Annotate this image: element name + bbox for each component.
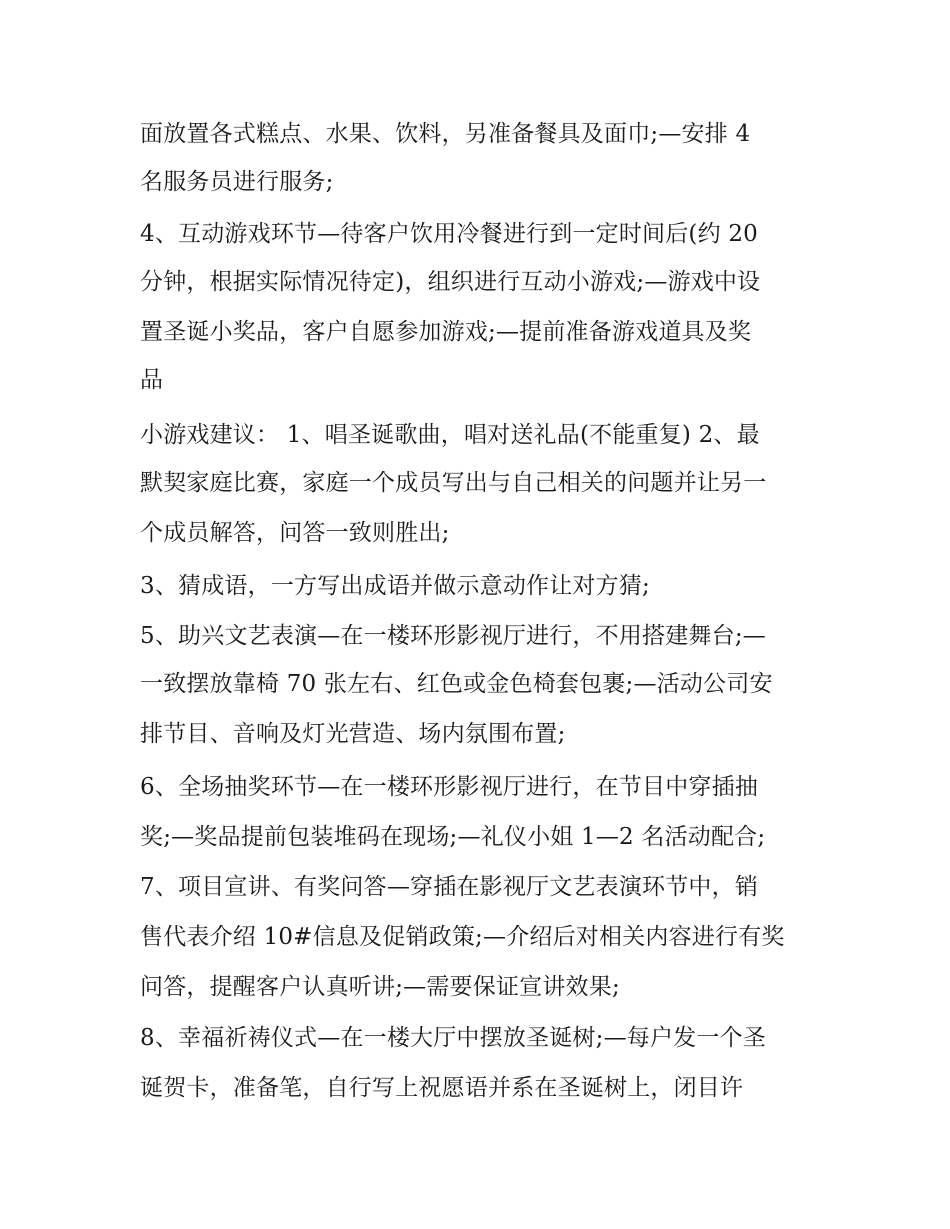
text-line: 6、全场抽奖环节—在一楼环形影视厅进行，在节目中穿插抽 <box>140 774 759 800</box>
text-line: 3、猜成语，一方写出成语并做示意动作让对方猜; <box>140 573 650 599</box>
text-line: 名服务员进行服务; <box>140 169 334 195</box>
text-line: 售代表介绍 10#信息及促销政策;—介绍后对相关内容进行有奖 <box>140 924 785 950</box>
text-line: 7、项目宣讲、有奖问答—穿插在影视厅文艺表演环节中，销 <box>140 874 759 900</box>
text-line: 默契家庭比赛，家庭一个成员写出与自己相关的问题并让另一 <box>140 470 767 496</box>
text-line: 面放置各式糕点、水果、饮料，另准备餐具及面巾;—安排 4 <box>140 121 751 147</box>
text-line: 5、助兴文艺表演—在一楼环形影视厅进行，不用搭建舞台;— <box>140 623 766 649</box>
text-line: 置圣诞小奖品，客户自愿参加游戏;—提前准备游戏道具及奖 <box>140 319 752 345</box>
text-line: 4、互动游戏环节—待客户饮用冷餐进行到一定时间后(约 20 <box>140 221 758 247</box>
text-line: 诞贺卡，准备笔，自行写上祝愿语并系在圣诞树上，闭目许 <box>140 1075 744 1101</box>
text-line: 品 <box>140 367 164 393</box>
text-line: 一致摆放靠椅 70 张左右、红色或金色椅套包裹;—活动公司安 <box>140 671 773 697</box>
text-line: 问答，提醒客户认真听讲;—需要保证宣讲效果; <box>140 974 620 1000</box>
text-line: 奖;—奖品提前包装堆码在现场;—礼仪小姐 1—2 名活动配合; <box>140 824 766 850</box>
text-line: 小游戏建议： 1、唱圣诞歌曲，唱对送礼品(不能重复) 2、最 <box>140 422 760 448</box>
text-line: 个成员解答，问答一致则胜出; <box>140 520 450 546</box>
text-line: 8、幸福祈祷仪式—在一楼大厅中摆放圣诞树;—每户发一个圣 <box>140 1025 766 1051</box>
text-line: 排节目、音响及灯光营造、场内氛围布置; <box>140 721 566 747</box>
text-line: 分钟，根据实际情况待定)，组织进行互动小游戏;—游戏中设 <box>140 269 761 295</box>
